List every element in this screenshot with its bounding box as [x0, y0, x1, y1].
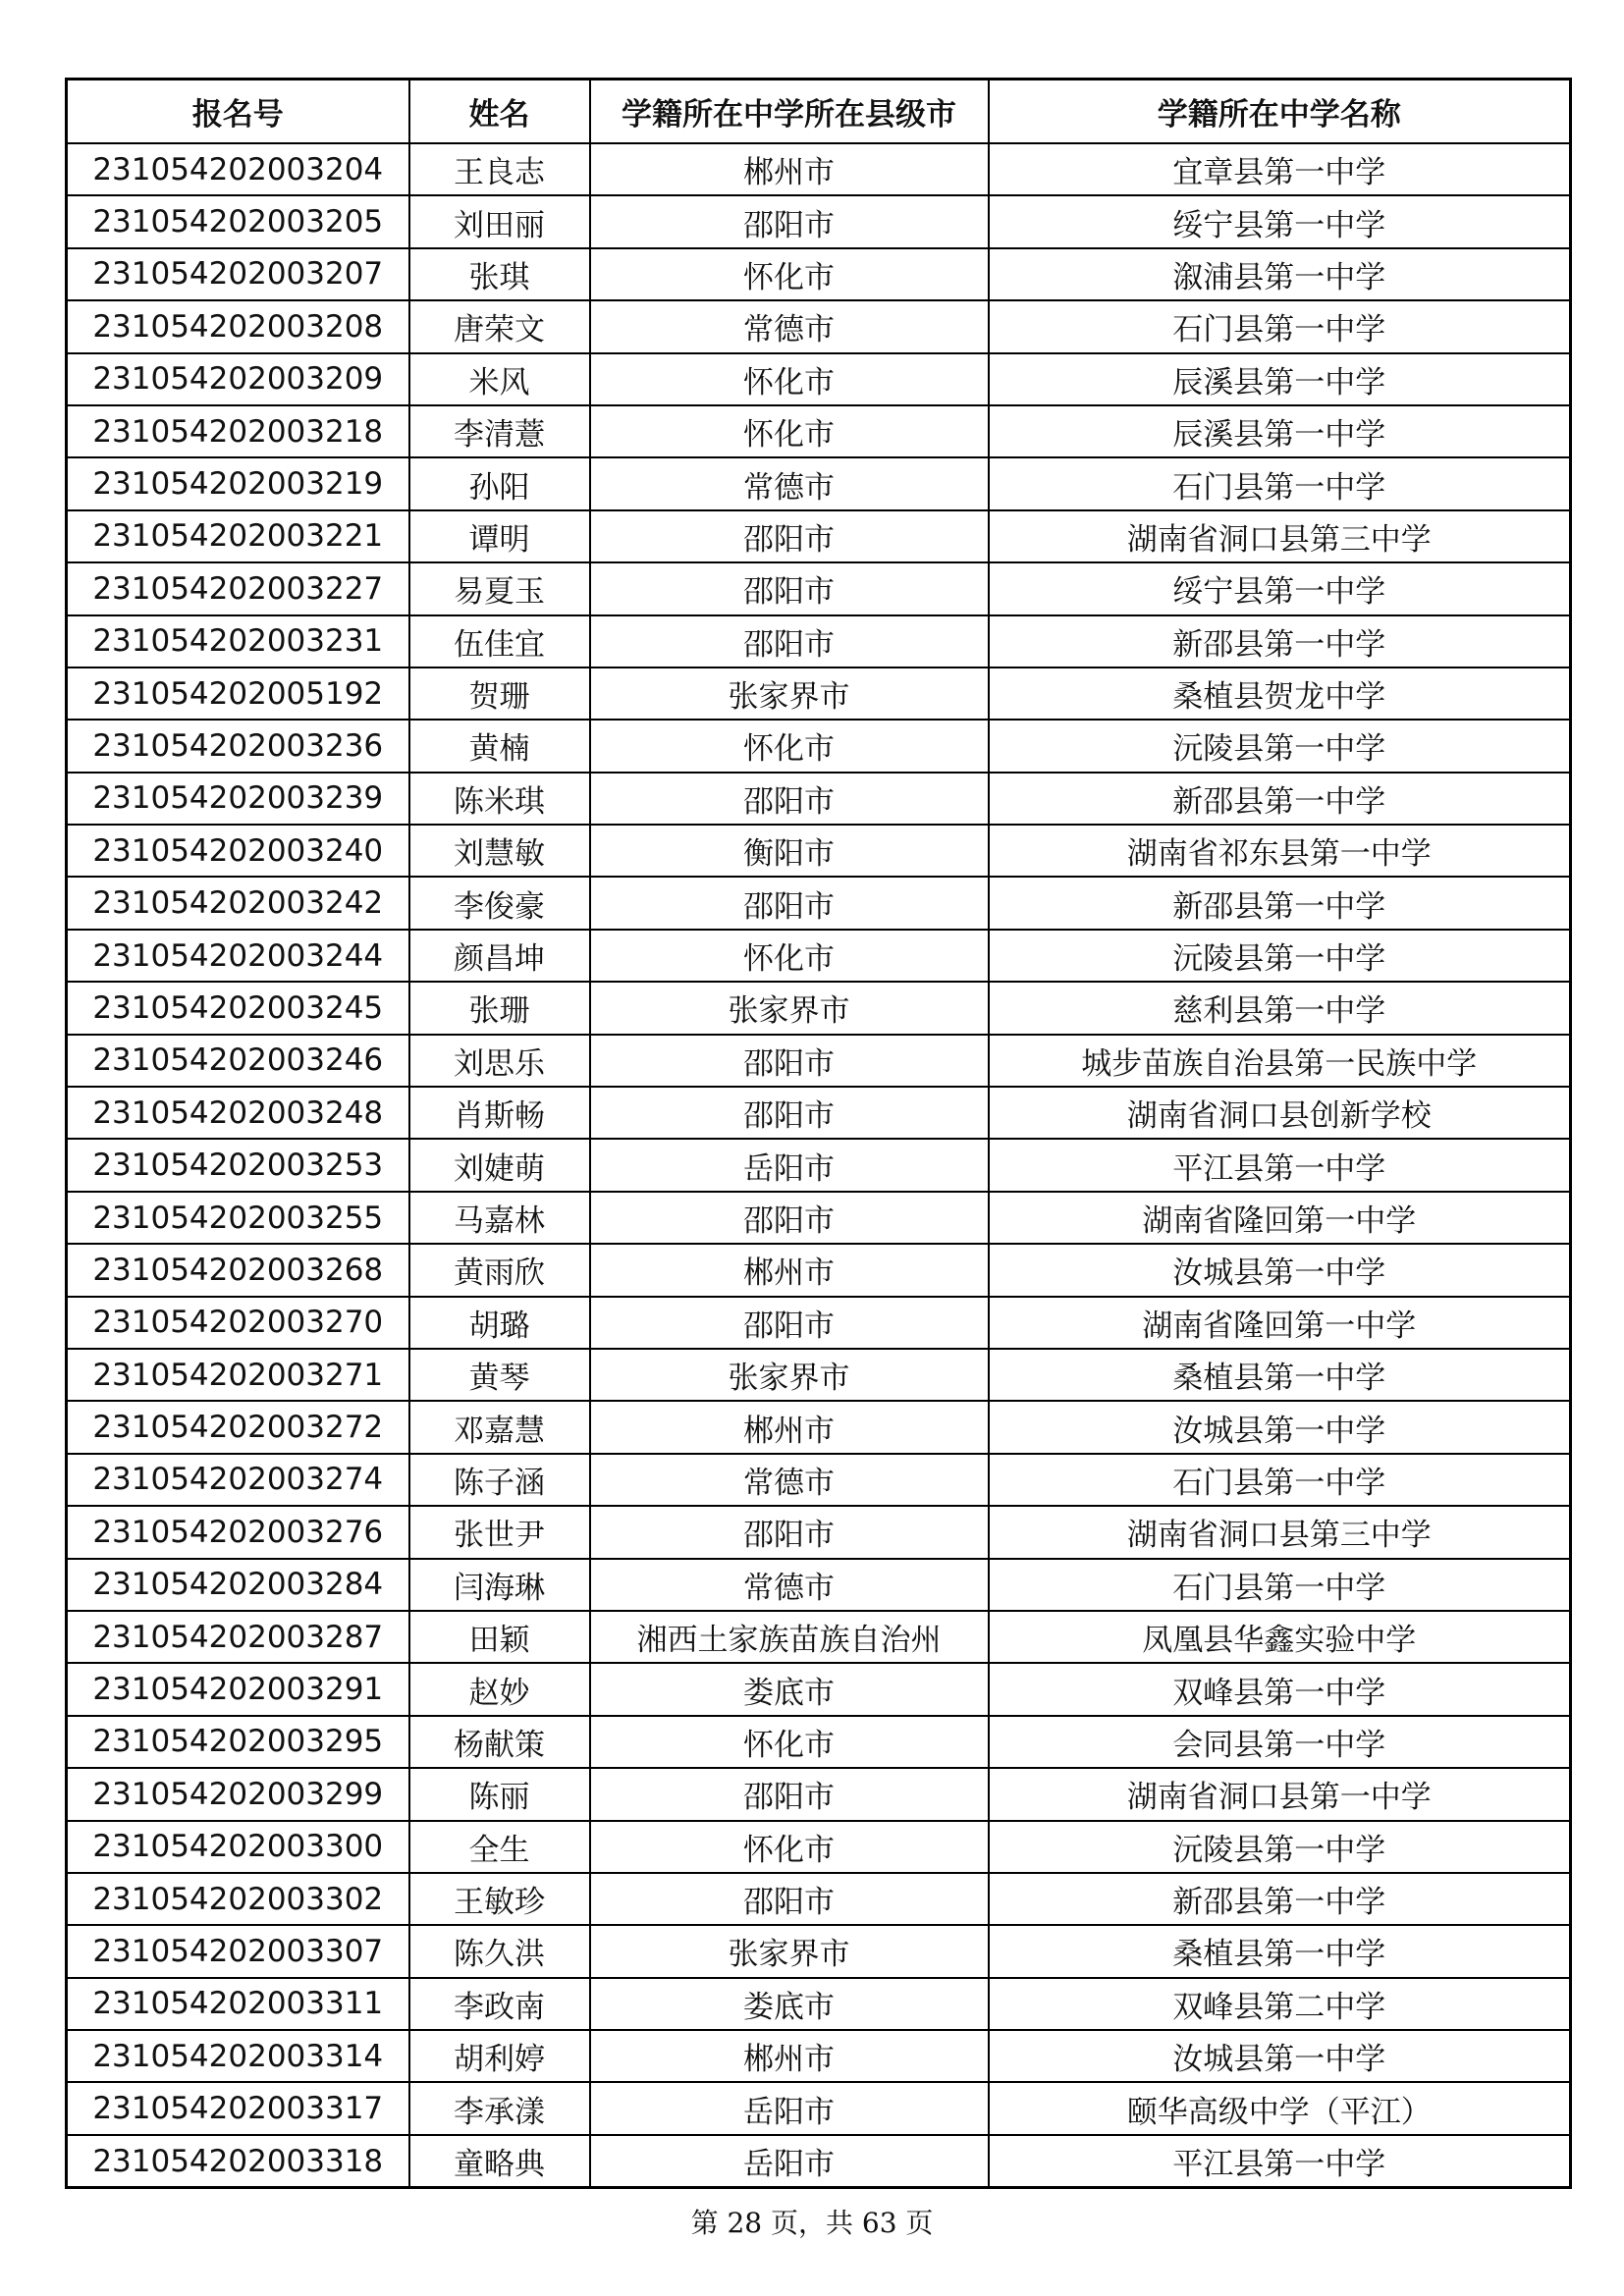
- table-row: [67, 1978, 1571, 2030]
- table-row: [67, 1873, 1571, 1925]
- results-table-container: [65, 78, 1569, 2189]
- name-cell: 胡璐: [409, 1297, 590, 1349]
- school-city-cell: 岳阳市: [590, 2082, 989, 2134]
- school-city-cell: 娄底市: [590, 1663, 989, 1715]
- school-city-cell: 邵阳市: [590, 1035, 989, 1087]
- page-footer: 第 28 页，共 63 页: [690, 2207, 934, 2239]
- registration-number-cell: 231054202003240: [67, 825, 409, 877]
- registration-number-cell: 231054202003246: [67, 1035, 409, 1087]
- table-row: [67, 510, 1571, 562]
- table-row: [67, 1716, 1571, 1768]
- school-city-cell: 怀化市: [590, 405, 989, 457]
- school-city-cell: 邵阳市: [590, 562, 989, 614]
- table-row: [67, 1506, 1571, 1558]
- school-name-cell: 湖南省隆回第一中学: [989, 1297, 1571, 1349]
- school-name-cell: 桑植县第一中学: [989, 1925, 1571, 1977]
- school-name-cell: 辰溪县第一中学: [989, 405, 1571, 457]
- school-name-cell: 溆浦县第一中学: [989, 248, 1571, 300]
- name-cell: 陈丽: [409, 1768, 590, 1820]
- table-row: [67, 1925, 1571, 1977]
- name-cell: 刘慧敏: [409, 825, 590, 877]
- school-name-cell: 沅陵县第一中学: [989, 930, 1571, 982]
- school-name-cell: 慈利县第一中学: [989, 982, 1571, 1034]
- school-city-cell: 邵阳市: [590, 1873, 989, 1925]
- school-city-cell: 怀化市: [590, 720, 989, 772]
- table-header: [67, 80, 1571, 144]
- registration-number-cell: 231054202003208: [67, 300, 409, 352]
- registration-number-cell: 231054202003291: [67, 1663, 409, 1715]
- registration-number-cell: 231054202003284: [67, 1559, 409, 1611]
- name-cell: 陈子涵: [409, 1454, 590, 1506]
- school-city-cell: 常德市: [590, 1454, 989, 1506]
- name-cell: 田颖: [409, 1611, 590, 1663]
- registration-number-cell: 231054202003274: [67, 1454, 409, 1506]
- registration-number-cell: 231054202003287: [67, 1611, 409, 1663]
- school-name-cell: 会同县第一中学: [989, 1716, 1571, 1768]
- school-city-cell: 张家界市: [590, 1349, 989, 1401]
- table-row: [67, 195, 1571, 247]
- name-cell: 闫海琳: [409, 1559, 590, 1611]
- school-city-cell: 岳阳市: [590, 2135, 989, 2188]
- school-name-cell: 湖南省洞口县第三中学: [989, 510, 1571, 562]
- school-city-cell: 郴州市: [590, 1401, 989, 1453]
- table-row: [67, 825, 1571, 877]
- school-name-cell: 新邵县第一中学: [989, 1873, 1571, 1925]
- table-row: [67, 248, 1571, 300]
- school-city-cell: 衡阳市: [590, 825, 989, 877]
- table-row: [67, 457, 1571, 509]
- registration-number-cell: 231054202003242: [67, 877, 409, 929]
- name-cell: 黄雨欣: [409, 1244, 590, 1296]
- registration-number-cell: 231054202003207: [67, 248, 409, 300]
- name-cell: 刘婕萌: [409, 1139, 590, 1191]
- registration-number-cell: 231054202005192: [67, 667, 409, 720]
- header-row: [67, 80, 1571, 144]
- table-row: [67, 2082, 1571, 2134]
- registration-number-cell: 231054202003268: [67, 1244, 409, 1296]
- registration-number-cell: 231054202003239: [67, 773, 409, 825]
- header-school-city: 学籍所在中学所在县级市: [590, 80, 989, 144]
- school-name-cell: 石门县第一中学: [989, 1559, 1571, 1611]
- name-cell: 王良志: [409, 143, 590, 195]
- table-row: [67, 1454, 1571, 1506]
- name-cell: 马嘉林: [409, 1192, 590, 1244]
- school-city-cell: 邵阳市: [590, 1506, 989, 1558]
- school-city-cell: 郴州市: [590, 143, 989, 195]
- header-registration-number: 报名号: [67, 80, 409, 144]
- school-city-cell: 邵阳市: [590, 1297, 989, 1349]
- name-cell: 贺珊: [409, 667, 590, 720]
- registration-number-cell: 231054202003317: [67, 2082, 409, 2134]
- school-name-cell: 湖南省洞口县第三中学: [989, 1506, 1571, 1558]
- table-row: [67, 982, 1571, 1034]
- table-row: [67, 300, 1571, 352]
- registration-number-cell: 231054202003272: [67, 1401, 409, 1453]
- school-city-cell: 常德市: [590, 300, 989, 352]
- table-row: [67, 562, 1571, 614]
- school-city-cell: 张家界市: [590, 982, 989, 1034]
- name-cell: 李清薏: [409, 405, 590, 457]
- school-name-cell: 绥宁县第一中学: [989, 562, 1571, 614]
- school-name-cell: 汝城县第一中学: [989, 2030, 1571, 2082]
- school-name-cell: 沅陵县第一中学: [989, 720, 1571, 772]
- table-row: [67, 1611, 1571, 1663]
- table-row: [67, 2135, 1571, 2188]
- school-city-cell: 郴州市: [590, 2030, 989, 2082]
- school-name-cell: 湖南省祁东县第一中学: [989, 825, 1571, 877]
- table-row: [67, 1297, 1571, 1349]
- registration-number-cell: 231054202003311: [67, 1978, 409, 2030]
- table-row: [67, 143, 1571, 195]
- school-city-cell: 邵阳市: [590, 877, 989, 929]
- name-cell: 刘思乐: [409, 1035, 590, 1087]
- name-cell: 全生: [409, 1821, 590, 1873]
- registration-number-cell: 231054202003295: [67, 1716, 409, 1768]
- name-cell: 李俊豪: [409, 877, 590, 929]
- registration-number-cell: 231054202003314: [67, 2030, 409, 2082]
- name-cell: 孙阳: [409, 457, 590, 509]
- name-cell: 易夏玉: [409, 562, 590, 614]
- registration-number-cell: 231054202003255: [67, 1192, 409, 1244]
- school-name-cell: 石门县第一中学: [989, 300, 1571, 352]
- school-name-cell: 双峰县第二中学: [989, 1978, 1571, 2030]
- table-row: [67, 1244, 1571, 1296]
- school-city-cell: 湘西土家族苗族自治州: [590, 1611, 989, 1663]
- school-city-cell: 怀化市: [590, 353, 989, 405]
- registration-number-cell: 231054202003253: [67, 1139, 409, 1191]
- table-row: [67, 1559, 1571, 1611]
- school-city-cell: 张家界市: [590, 1925, 989, 1977]
- school-name-cell: 新邵县第一中学: [989, 615, 1571, 667]
- school-city-cell: 邵阳市: [590, 773, 989, 825]
- name-cell: 陈久洪: [409, 1925, 590, 1977]
- school-name-cell: 湖南省洞口县创新学校: [989, 1087, 1571, 1139]
- registration-number-cell: 231054202003205: [67, 195, 409, 247]
- school-name-cell: 辰溪县第一中学: [989, 353, 1571, 405]
- table-row: [67, 720, 1571, 772]
- registration-number-cell: 231054202003302: [67, 1873, 409, 1925]
- name-cell: 刘田丽: [409, 195, 590, 247]
- registration-number-cell: 231054202003231: [67, 615, 409, 667]
- school-city-cell: 邵阳市: [590, 1087, 989, 1139]
- school-name-cell: 城步苗族自治县第一民族中学: [989, 1035, 1571, 1087]
- school-name-cell: 沅陵县第一中学: [989, 1821, 1571, 1873]
- table-row: [67, 1663, 1571, 1715]
- header-school-name: 学籍所在中学名称: [989, 80, 1571, 144]
- registration-number-cell: 231054202003218: [67, 405, 409, 457]
- school-city-cell: 邵阳市: [590, 195, 989, 247]
- school-name-cell: 汝城县第一中学: [989, 1244, 1571, 1296]
- name-cell: 米风: [409, 353, 590, 405]
- registration-number-cell: 231054202003248: [67, 1087, 409, 1139]
- registration-number-cell: 231054202003271: [67, 1349, 409, 1401]
- school-city-cell: 怀化市: [590, 930, 989, 982]
- school-name-cell: 平江县第一中学: [989, 1139, 1571, 1191]
- table-row: [67, 1349, 1571, 1401]
- school-name-cell: 石门县第一中学: [989, 1454, 1571, 1506]
- school-city-cell: 怀化市: [590, 248, 989, 300]
- name-cell: 颜昌坤: [409, 930, 590, 982]
- table-row: [67, 930, 1571, 982]
- school-city-cell: 常德市: [590, 1559, 989, 1611]
- school-city-cell: 张家界市: [590, 667, 989, 720]
- registration-number-cell: 231054202003209: [67, 353, 409, 405]
- school-name-cell: 绥宁县第一中学: [989, 195, 1571, 247]
- school-city-cell: 常德市: [590, 457, 989, 509]
- table-row: [67, 667, 1571, 720]
- school-name-cell: 颐华高级中学（平江）: [989, 2082, 1571, 2134]
- table-row: [67, 615, 1571, 667]
- results-table: [65, 78, 1572, 2189]
- name-cell: 谭明: [409, 510, 590, 562]
- registration-number-cell: 231054202003219: [67, 457, 409, 509]
- school-name-cell: 石门县第一中学: [989, 457, 1571, 509]
- registration-number-cell: 231054202003227: [67, 562, 409, 614]
- table-row: [67, 2030, 1571, 2082]
- name-cell: 胡利婷: [409, 2030, 590, 2082]
- name-cell: 李承漾: [409, 2082, 590, 2134]
- school-city-cell: 邵阳市: [590, 510, 989, 562]
- school-name-cell: 湖南省洞口县第一中学: [989, 1768, 1571, 1820]
- table-row: [67, 1768, 1571, 1820]
- school-city-cell: 怀化市: [590, 1821, 989, 1873]
- table-row: [67, 353, 1571, 405]
- name-cell: 张琪: [409, 248, 590, 300]
- table-row: [67, 773, 1571, 825]
- registration-number-cell: 231054202003236: [67, 720, 409, 772]
- table-row: [67, 405, 1571, 457]
- registration-number-cell: 231054202003276: [67, 1506, 409, 1558]
- school-name-cell: 双峰县第一中学: [989, 1663, 1571, 1715]
- school-name-cell: 平江县第一中学: [989, 2135, 1571, 2188]
- name-cell: 张世尹: [409, 1506, 590, 1558]
- registration-number-cell: 231054202003245: [67, 982, 409, 1034]
- school-name-cell: 桑植县第一中学: [989, 1349, 1571, 1401]
- name-cell: 赵妙: [409, 1663, 590, 1715]
- school-city-cell: 邵阳市: [590, 1768, 989, 1820]
- name-cell: 童略典: [409, 2135, 590, 2188]
- registration-number-cell: 231054202003299: [67, 1768, 409, 1820]
- registration-number-cell: 231054202003307: [67, 1925, 409, 1977]
- school-city-cell: 邵阳市: [590, 615, 989, 667]
- table-row: [67, 877, 1571, 929]
- name-cell: 陈米琪: [409, 773, 590, 825]
- registration-number-cell: 231054202003244: [67, 930, 409, 982]
- name-cell: 黄楠: [409, 720, 590, 772]
- name-cell: 王敏珍: [409, 1873, 590, 1925]
- school-name-cell: 桑植县贺龙中学: [989, 667, 1571, 720]
- school-name-cell: 宜章县第一中学: [989, 143, 1571, 195]
- name-cell: 唐荣文: [409, 300, 590, 352]
- name-cell: 李政南: [409, 1978, 590, 2030]
- registration-number-cell: 231054202003300: [67, 1821, 409, 1873]
- school-name-cell: 新邵县第一中学: [989, 773, 1571, 825]
- school-name-cell: 汝城县第一中学: [989, 1401, 1571, 1453]
- school-name-cell: 湖南省隆回第一中学: [989, 1192, 1571, 1244]
- name-cell: 伍佳宜: [409, 615, 590, 667]
- table-body: [67, 143, 1571, 2188]
- registration-number-cell: 231054202003270: [67, 1297, 409, 1349]
- school-city-cell: 邵阳市: [590, 1192, 989, 1244]
- table-row: [67, 1821, 1571, 1873]
- table-row: [67, 1035, 1571, 1087]
- name-cell: 肖斯畅: [409, 1087, 590, 1139]
- school-city-cell: 娄底市: [590, 1978, 989, 2030]
- registration-number-cell: 231054202003204: [67, 143, 409, 195]
- table-row: [67, 1192, 1571, 1244]
- table-row: [67, 1087, 1571, 1139]
- name-cell: 邓嘉慧: [409, 1401, 590, 1453]
- school-city-cell: 怀化市: [590, 1716, 989, 1768]
- school-city-cell: 郴州市: [590, 1244, 989, 1296]
- name-cell: 黄琴: [409, 1349, 590, 1401]
- table-row: [67, 1401, 1571, 1453]
- school-name-cell: 新邵县第一中学: [989, 877, 1571, 929]
- name-cell: 杨献策: [409, 1716, 590, 1768]
- header-name: 姓名: [409, 80, 590, 144]
- school-name-cell: 凤凰县华鑫实验中学: [989, 1611, 1571, 1663]
- registration-number-cell: 231054202003318: [67, 2135, 409, 2188]
- school-city-cell: 岳阳市: [590, 1139, 989, 1191]
- registration-number-cell: 231054202003221: [67, 510, 409, 562]
- name-cell: 张珊: [409, 982, 590, 1034]
- table-row: [67, 1139, 1571, 1191]
